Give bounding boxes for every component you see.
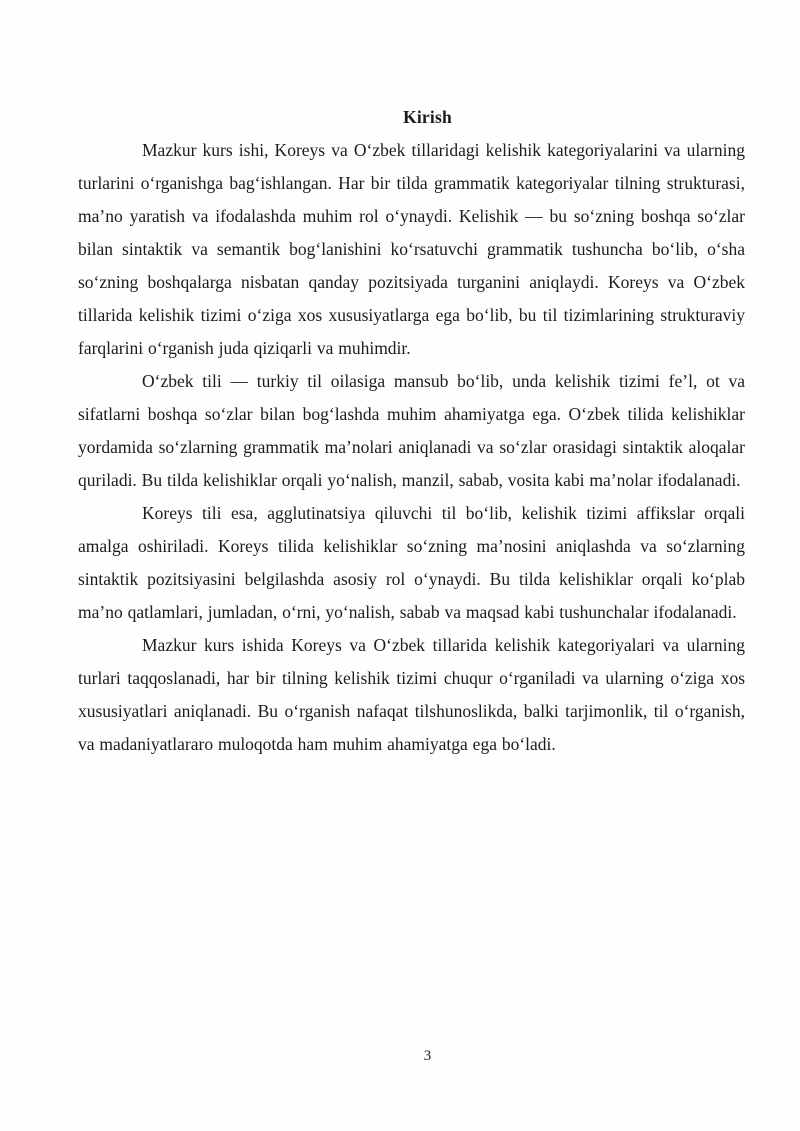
- paragraph: Mazkur kurs ishi, Koreys va O‘zbek tillaridagi kelishik kategoriyalarini va ularning turlarini o‘rganishga bag‘ishlangan. Har bir tilda grammatik kategoriyalar tilning strukturasi, ma’no yaratish va ifodalashda muhim rol o‘ynaydi. Kelishik — bu so‘zning boshqa so‘zlar bilan sintaktik va semantik bog‘lanishini ko‘rsatuvchi grammatik tushuncha bo‘lib, o‘sha so‘zning boshqalarga nisbatan qanday pozitsiyada turganini aniqlaydi. Koreys va O‘zbek tillarida kelishik tizimi o‘ziga xos xususiyatlarga ega bo‘lib, bu til tizimlarining strukturaviy farqlarini o‘rganish juda qiziqarli va muhimdir.: [78, 140, 745, 358]
- section-title: Kirish: [403, 107, 452, 127]
- paragraph: Koreys tili esa, agglutinatsiya qiluvchi til bo‘lib, kelishik tizimi affikslar orqali amalga oshiriladi. Koreys tilida kelishiklar so‘zning ma’nosini aniqlashda va so‘zlarning sintaktik pozitsiyasini belgilashda asosiy rol o‘ynaydi. Bu tilda kelishiklar orqali ko‘plab ma’no qatlamlari, jumladan, o‘rni, yo‘nalish, sabab va maqsad kabi tushunchalar ifodalanadi.: [78, 503, 745, 622]
- page-number: 3: [423, 1048, 432, 1064]
- text-column: [78, 101, 745, 761]
- paragraph: Mazkur kurs ishida Koreys va O‘zbek tillarida kelishik kategoriyalari va ularning turlari taqqoslanadi, har bir tilning kelishik tizimi chuqur o‘rganiladi va ularning o‘ziga xos xususiyatlari aniqlanadi. Bu o‘rganish nafaqat tilshunoslikda, balki tarjimonlik, til o‘rganish, va madaniyatlararo muloqotda ham muhim ahamiyatga ega bo‘ladi.: [78, 635, 745, 754]
- paragraph: O‘zbek tili — turkiy til oilasiga mansub bo‘lib, unda kelishik tizimi fe’l, ot va sifatlarni boshqa so‘zlar bilan bog‘lashda muhim ahamiyatga ega. O‘zbek tilida kelishiklar yordamida so‘zlarning grammatik ma’nolari aniqlanadi va so‘zlar orasidagi sintaktik aloqalar quriladi. Bu tilda kelishiklar orqali yo‘nalish, manzil, sabab, vosita kabi ma’nolar ifodalanadi.: [78, 371, 745, 490]
- page-footer: [78, 1047, 745, 1065]
